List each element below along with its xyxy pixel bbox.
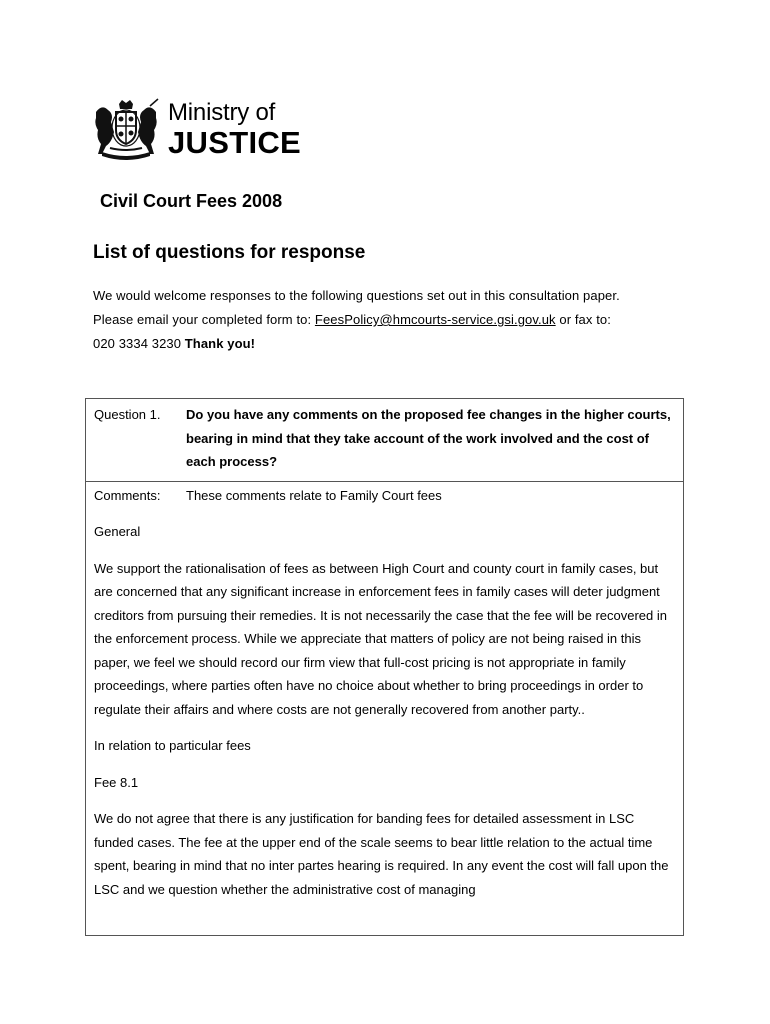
question-response-table [85, 398, 684, 936]
intro-email-prefix: Please email your completed form to: [93, 312, 315, 327]
logo-text-ministry-of: Ministry of [168, 98, 276, 126]
royal-coat-of-arms-icon [92, 98, 160, 160]
comments-label: Comments: [94, 487, 161, 503]
comments-paragraph-2: We do not agree that there is any justification for banding fees for detailed assessment in LSC funded cases. The fee at the upper end of the scale seems to bear little relation to the actual time spent, bearing in mind that no inter partes hearing is required. In any event the cost will fall upon the LSC and we question whether the administrative cost of managing [94, 811, 669, 897]
document-title: Civil Court Fees 2008 [100, 191, 283, 211]
fax-number: 020 3334 3230 [93, 336, 185, 351]
logo-text-justice: JUSTICE [168, 124, 302, 160]
intro-fax-prefix: or fax to: [555, 312, 611, 327]
question-label: Question 1. [94, 407, 161, 422]
question-row [86, 399, 683, 482]
intro-line-3 [93, 332, 693, 356]
intro-line-1: We would welcome responses to the following questions set out in this consultation paper. [93, 288, 620, 303]
question-text: Do you have any comments on the proposed fee changes in the higher courts, bearing in mind that they take account of the work involved and the cost of each process? [186, 407, 671, 469]
ministry-of-justice-logo [92, 98, 301, 160]
section-heading: List of questions for response [93, 242, 366, 263]
comments-cell[interactable] [86, 482, 683, 902]
intro-line-2 [93, 308, 693, 332]
comments-paragraph-1: We support the rationalisation of fees as between High Court and county court in family cases, but are concerned that any significant increase in enforcement fees in family cases will deter judgment creditors from pursuing their remedies. It is not necessarily the case that the fee will be recovered in the enforcement process. While we appreciate that matters of policy are not being raised in this paper, we feel we should record our firm view that full-cost pricing is not appropriate in family proceedings, where parties often have no choice about whether to bring proceedings in order to regulate their affairs and where costs are not generally recovered from another party.. [94, 560, 667, 717]
fee-heading: Fee 8.1 [94, 774, 139, 790]
table-bottom-border [85, 935, 684, 936]
general-heading: General [94, 524, 141, 539]
intro-paragraph [93, 284, 693, 356]
thank-you-text: Thank you! [184, 336, 256, 351]
particular-fees-heading: In relation to particular fees [94, 738, 251, 753]
comments-first-line: These comments relate to Family Court fees [186, 487, 442, 503]
email-link[interactable]: FeesPolicy@hmcourts-service.gsi.gov.uk [314, 312, 556, 327]
